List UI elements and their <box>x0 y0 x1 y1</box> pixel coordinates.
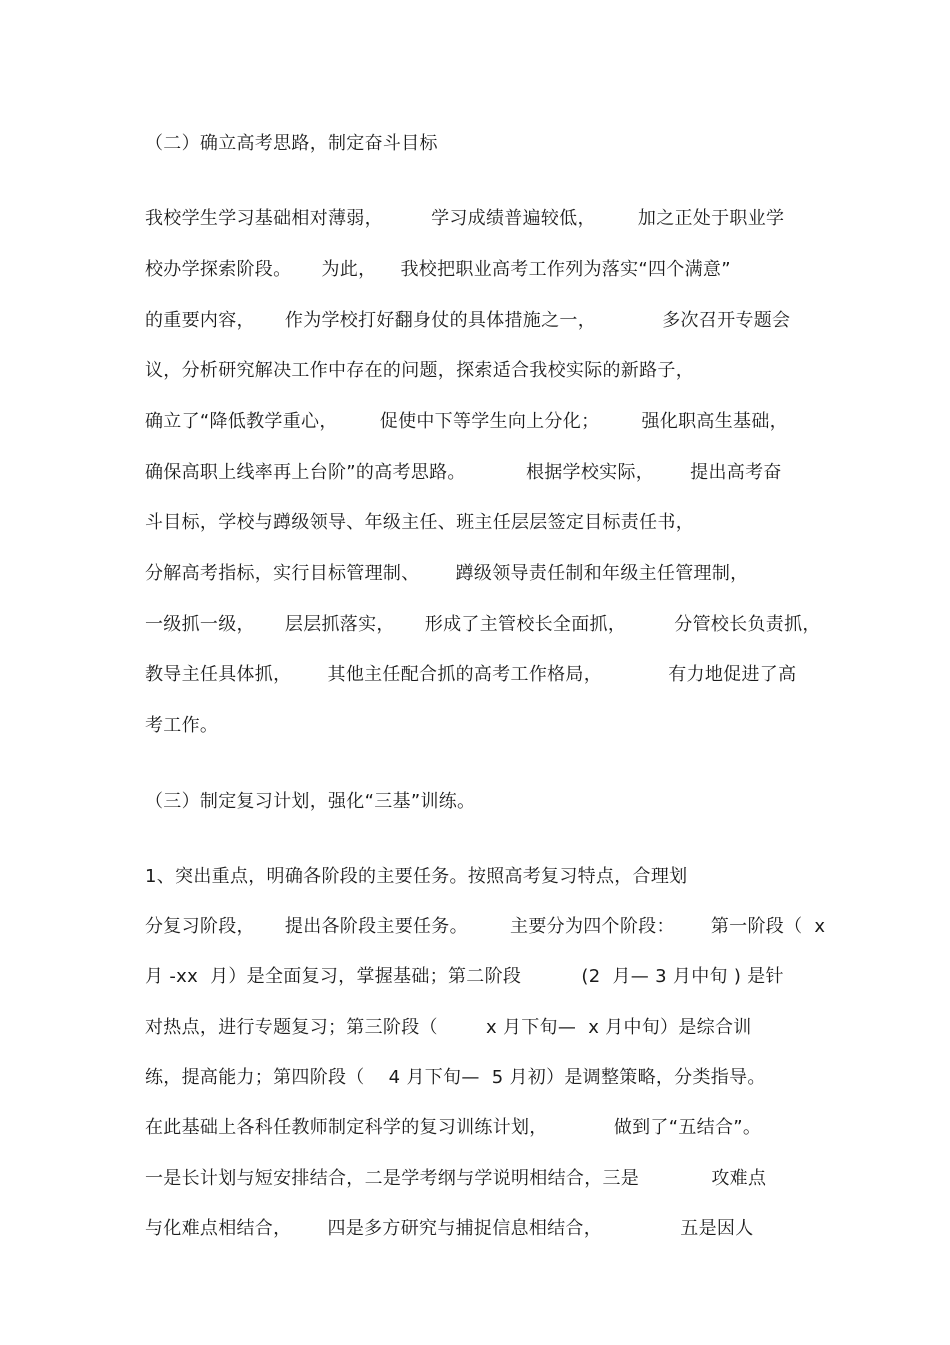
paragraph-line: 确立了“降低教学重心， 促使中下等学生向上分化； 强化职高生基础， <box>145 411 788 432</box>
paragraph-line: 分复习阶段， 提出各阶段主要任务。 主要分为四个阶段： 第一阶段（ x <box>145 916 826 937</box>
paragraph-line: 一级抓一级， 层层抓落实， 形成了主管校长全面抓， 分管校长负责抓， <box>145 614 821 635</box>
paragraph-line: 斗目标，学校与蹲级领导、年级主任、班主任层层签定目标责任书， <box>145 512 694 533</box>
paragraph-line: 考工作。 <box>145 715 219 736</box>
section-heading-3: （三）制定复习计划，强化“三基”训练。 <box>145 791 476 812</box>
paragraph-line: 与化难点相结合， 四是多方研究与捕捉信息相结合， 五是因人 <box>145 1218 754 1239</box>
paragraph-line: 教导主任具体抓， 其他主任配合抓的高考工作格局， 有力地促进了高 <box>145 664 797 685</box>
paragraph-line: 练，提高能力；第四阶段（ 4 月下旬— 5 月初）是调整策略，分类指导。 <box>145 1067 766 1088</box>
paragraph-line: 议，分析研究解决工作中存在的问题，探索适合我校实际的新路子， <box>145 360 694 381</box>
paragraph-line: 确保高职上线率再上台阶”的高考思路。 根据学校实际， 提出高考奋 <box>145 462 782 483</box>
paragraph-line: 我校学生学习基础相对薄弱， 学习成绩普遍较低， 加之正处于职业学 <box>145 208 785 229</box>
paragraph-line: 月 -xx 月）是全面复习，掌握基础；第二阶段 (2 月— 3 月中旬 ) 是针 <box>145 966 784 987</box>
paragraph-line: 校办学探索阶段。 为此， 我校把职业高考工作列为落实“四个满意” <box>145 259 731 280</box>
paragraph-line: 对热点，进行专题复习；第三阶段（ x 月下旬— x 月中旬）是综合训 <box>145 1017 752 1038</box>
paragraph-line: 在此基础上各科任教师制定科学的复习训练计划， 做到了“五结合”。 <box>145 1117 762 1138</box>
section-heading-2: （二）确立高考思路，制定奋斗目标 <box>145 133 438 154</box>
paragraph-line: 一是长计划与短安排结合，二是学考纲与学说明相结合，三是 攻难点 <box>145 1168 767 1189</box>
paragraph-line: 分解高考指标，实行目标管理制、 蹲级领导责任制和年级主任管理制， <box>145 563 749 584</box>
paragraph-line: 的重要内容， 作为学校打好翻身仗的具体措施之一， 多次召开专题会 <box>145 310 791 331</box>
paragraph-line: 1、突出重点，明确各阶段的主要任务。按照高考复习特点，合理划 <box>145 866 688 887</box>
